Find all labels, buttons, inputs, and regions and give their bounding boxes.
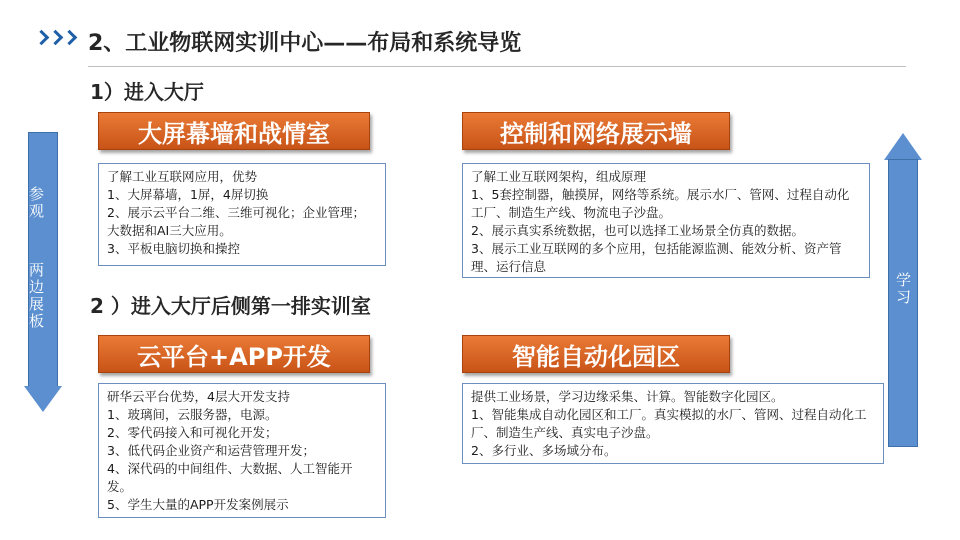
visit-label: 参观 — [27, 186, 45, 220]
chevron-right-icon — [36, 30, 48, 46]
banner-smart-automation-park: 智能自动化园区 — [462, 335, 730, 373]
list-item: 1、玻璃间，云服务器，电源。 — [107, 407, 278, 422]
list-item: 了解工业互联网架构，组成原理 — [471, 169, 647, 184]
title-chevrons-icon — [36, 30, 76, 46]
banner-control-network-wall: 控制和网络展示墙 — [462, 112, 730, 150]
list-item: 1、智能集成自动化园区和工厂。真实模拟的水厂、管网、过程自动化工厂、制造生产线、真实电子沙盘。 — [471, 407, 867, 440]
list-item: 提供工业场景，学习边缘采集、计算。智能数字化园区。 — [471, 389, 784, 404]
list-item: 2、零代码接入和可视化开发； — [107, 425, 278, 440]
list-item: 1、5套控制器，触摸屏，网络等系统。展示水厂、管网、过程自动化工厂、制造生产线、物流电子沙盘。 — [471, 187, 850, 220]
list-item: 研华云平台优势，4层大开发支持 — [107, 389, 290, 404]
title-divider — [88, 66, 906, 67]
panel-control-network — [462, 163, 870, 278]
banner-cloud-app-dev: 云平台+APP开发 — [98, 335, 370, 373]
page-title: 2、工业物联网实训中心——布局和系统导览 — [88, 31, 522, 56]
list-item: 3、平板电脑切换和操控 — [107, 241, 240, 256]
list-item: 了解工业互联网应用，优势 — [107, 169, 258, 184]
visit-label-boards: 两边展板 — [27, 262, 45, 330]
banner-big-screen-war-room: 大屏幕墙和战情室 — [98, 112, 370, 150]
panel-smart-park — [462, 383, 884, 464]
section-heading-lobby: 1）进入大厅 — [90, 80, 204, 104]
learn-label: 学习 — [894, 272, 912, 306]
arrow-down-icon — [24, 386, 62, 412]
section-heading-training-rooms: 2 ）进入大厅后侧第一排实训室 — [90, 294, 371, 318]
panel-cloud-platform — [98, 383, 386, 518]
list-item: 3、展示工业互联网的多个应用，包括能源监测、能效分析、资产管理、运行信息 — [471, 241, 842, 274]
list-item: 2、多行业、多场域分布。 — [471, 443, 617, 458]
list-item: 2、展示云平台二维、三维可视化；企业管理；大数据和AI三大应用。 — [107, 205, 365, 238]
list-item: 2、展示真实系统数据，也可以选择工业场景全仿真的数据。 — [471, 223, 804, 238]
panel-big-screen — [98, 163, 386, 266]
list-item: 1、大屏幕墙，1屏，4屏切换 — [107, 187, 269, 202]
visit-arrow-shaft — [28, 132, 58, 388]
arrow-up-icon — [884, 133, 922, 160]
chevron-right-icon — [64, 30, 76, 46]
list-item: 3、低代码企业资产和运营管理开发； — [107, 443, 315, 458]
list-item: 5、学生大量的APP开发案例展示 — [107, 497, 289, 512]
chevron-right-icon — [50, 30, 62, 46]
list-item: 4、深代码的中间组件、大数据、人工智能开发。 — [107, 461, 353, 494]
